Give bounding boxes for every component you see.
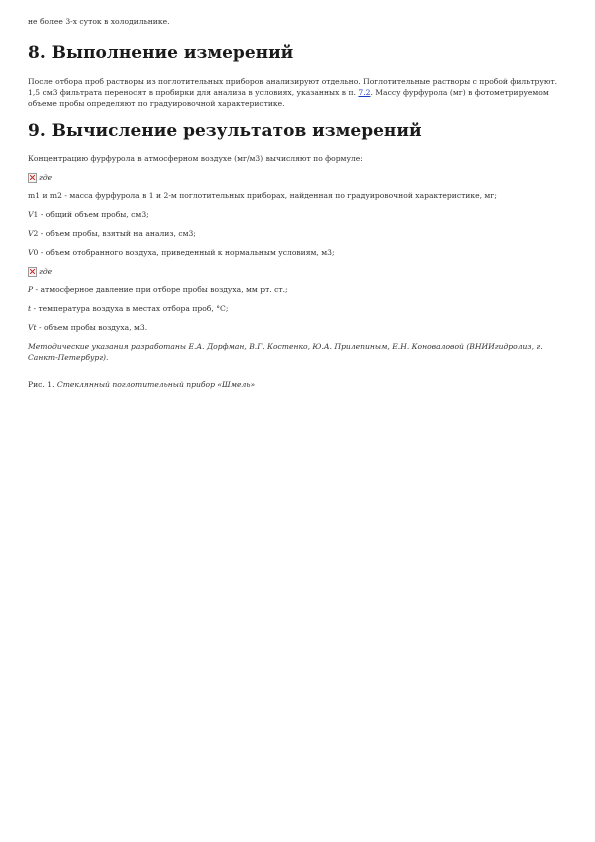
v1-text: 1 - общий объем пробы, см3; xyxy=(33,210,149,219)
m-definition: m1 и m2 - масса фурфурола в 1 и 2-м поглотительных приборах, найденная по градуировочной характеристике, мг; xyxy=(28,191,497,200)
v2-definition xyxy=(28,228,558,239)
authors-note: Методические указания разработаны Е.А. Дорфман, В.Г. Костенко, Ю.А. Прилепиным, Е.Н. Коноваловой (ВНИИгидролиз, г. Санкт-Петербург). xyxy=(28,342,543,362)
formula-1-image-icon xyxy=(28,173,37,183)
section-8-text-start: После отбора проб растворы из поглотительных приборов анализируют отдельно. Поглотительные растворы с пробой фильтруют. 1,5 см3 фильтрата переносят в пробирки для анализа в условиях, указанных в п. xyxy=(28,77,558,97)
formula-2-image-icon xyxy=(28,267,37,277)
vt-symbol: Vt xyxy=(28,323,37,332)
v0-definition xyxy=(28,247,558,258)
section-7-2-link[interactable]: 7.2 xyxy=(358,88,371,97)
section-8-heading: 8. Выполнение измерений xyxy=(28,43,294,63)
section-9-heading: 9. Вычисление результатов измерений xyxy=(28,121,422,141)
v0-text: 0 - объем отобранного воздуха, приведенный к нормальным условиям, м3; xyxy=(33,248,335,257)
formula-intro: Концентрацию фурфурола в атмосферном воздухе (мг/м3) вычисляют по формуле: xyxy=(28,154,363,163)
section-8-paragraph xyxy=(28,76,558,109)
v0-symbol: V xyxy=(28,248,34,257)
vt-definition xyxy=(28,322,558,333)
document-page xyxy=(28,16,558,390)
p-text: - атмосферное давление при отборе пробы воздуха, мм рт. ст.; xyxy=(33,285,288,294)
section-8-text-end: . Массу фурфурола (мг) в фотометрируемом объеме пробы определяют по градуировочной характеристике. xyxy=(28,88,549,108)
t-text: - температура воздуха в местах отбора проб, °С; xyxy=(31,304,229,313)
top-line-text: не более 3-х суток в холодильнике. xyxy=(28,17,170,26)
t-symbol: t xyxy=(28,304,32,313)
gde-label-1: где xyxy=(39,173,53,182)
gde-label-2: где xyxy=(39,267,53,276)
p-definition xyxy=(28,284,558,295)
v1-symbol: V xyxy=(28,210,34,219)
p-symbol: P xyxy=(28,285,34,294)
v1-definition xyxy=(28,209,558,220)
figure-label: Рис. 1. xyxy=(28,380,57,389)
formula-1-row xyxy=(28,172,558,183)
v2-text: 2 - объем пробы, взятый на анализ, см3; xyxy=(33,229,196,238)
vt-text: - объем пробы воздуха, м3. xyxy=(36,323,148,332)
t-definition xyxy=(28,303,558,314)
figure-caption-text: Стеклянный поглотительный прибор «Шмель» xyxy=(56,380,256,389)
formula-2-row xyxy=(28,266,558,277)
figure-caption xyxy=(28,379,558,390)
v2-symbol: V xyxy=(28,229,34,238)
